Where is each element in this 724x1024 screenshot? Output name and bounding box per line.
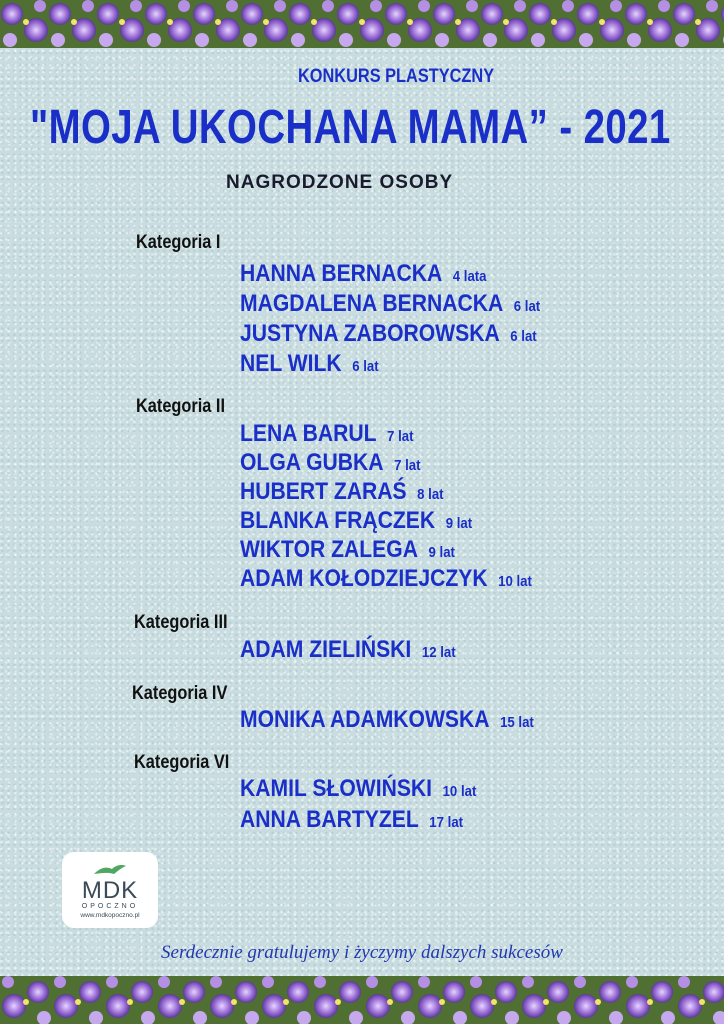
congratulations-message: Serdecznie gratulujemy i życzymy dalszych sukcesów — [161, 942, 563, 963]
winner-name: NEL WILK — [240, 350, 342, 377]
list-item — [240, 260, 487, 288]
list-item — [240, 636, 456, 664]
winner-name: MONIKA ADAMKOWSKA — [240, 706, 490, 733]
list-item — [240, 507, 472, 535]
winner-name: ADAM KOŁODZIEJCZYK — [240, 565, 488, 592]
winner-age: 10 lat — [498, 573, 532, 590]
category-label: Kategoria III — [134, 612, 228, 633]
flower-pattern-top — [0, 0, 724, 48]
list-item — [240, 478, 444, 506]
logo-mdk-text: MDK — [81, 877, 139, 904]
winner-age: 8 lat — [417, 486, 444, 503]
winner-name: HANNA BERNACKA — [240, 260, 443, 287]
category-label: Kategoria II — [136, 396, 225, 417]
list-item — [240, 775, 476, 803]
category-label: Kategoria IV — [132, 683, 228, 704]
winner-age: 17 lat — [429, 814, 464, 831]
winner-age: 6 lat — [510, 328, 537, 345]
list-item — [240, 706, 534, 734]
awarded-heading: NAGRODZONE OSOBY — [226, 172, 454, 193]
flower-pattern-bottom — [0, 976, 724, 1024]
winner-name: MAGDALENA BERNACKA — [240, 290, 504, 317]
mdk-logo — [62, 852, 158, 928]
winner-age: 6 lat — [352, 358, 379, 375]
list-item — [240, 536, 455, 564]
list-item — [240, 420, 413, 448]
winner-name: ANNA BARTYZEL — [240, 806, 419, 833]
winner-name: JUSTYNA ZABOROWSKA — [240, 320, 500, 347]
logo-opoczno-text: OPOCZNO — [81, 903, 139, 910]
list-item — [240, 806, 463, 834]
winner-age: 7 lat — [387, 428, 414, 445]
list-item — [240, 350, 379, 378]
list-item — [240, 565, 532, 593]
winner-age: 4 lata — [452, 268, 487, 285]
logo-website: www.mdkopoczno.pl — [80, 912, 140, 919]
winner-age: 9 lat — [445, 515, 473, 532]
winner-age: 7 lat — [394, 457, 421, 474]
winner-age: 12 lat — [421, 644, 456, 661]
winner-age: 9 lat — [428, 544, 455, 561]
bird-icon — [92, 862, 128, 878]
list-item — [240, 320, 537, 348]
winner-name: OLGA GUBKA — [240, 449, 384, 476]
winner-age: 10 lat — [442, 783, 477, 800]
winner-age: 6 lat — [513, 298, 541, 315]
winner-name: WIKTOR ZALEGA — [240, 536, 418, 563]
winner-name: BLANKA FRĄCZEK — [240, 507, 436, 534]
list-item — [240, 290, 540, 318]
bottom-flower-border — [0, 976, 724, 1024]
top-flower-border — [0, 0, 724, 48]
winner-age: 15 lat — [500, 714, 534, 731]
category-label: Kategoria VI — [134, 752, 230, 773]
winner-name: HUBERT ZARAŚ — [240, 478, 407, 505]
winner-name: LENA BARUL — [240, 420, 377, 447]
list-item — [240, 449, 421, 477]
contest-title: "MOJA UKOCHANA MAMA” - 2021 — [30, 101, 671, 154]
winner-name: ADAM ZIELIŃSKI — [240, 636, 412, 663]
category-label: Kategoria I — [136, 232, 221, 253]
contest-subtitle: KONKURS PLASTYCZNY — [298, 66, 495, 87]
winner-name: KAMIL SŁOWIŃSKI — [240, 775, 433, 802]
